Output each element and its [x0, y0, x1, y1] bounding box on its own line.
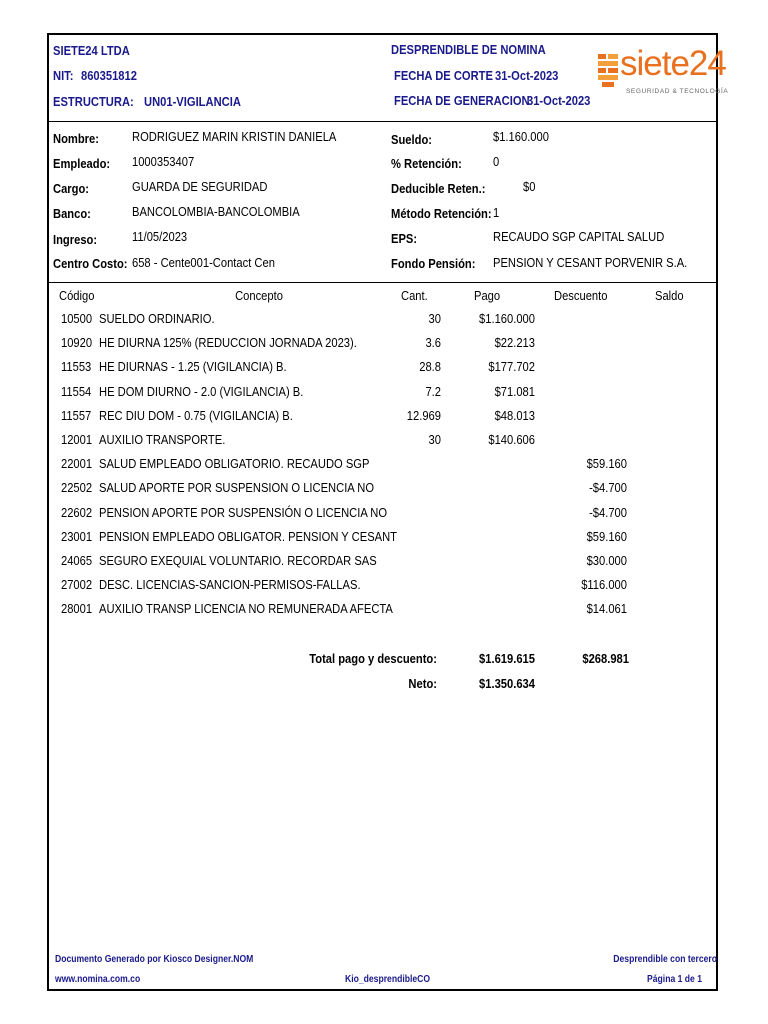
- structure-label: ESTRUCTURA:: [53, 94, 134, 109]
- line-payment: $48.013: [494, 407, 535, 423]
- line-discount: $59.160: [586, 456, 627, 472]
- column-header-balance: Saldo: [655, 288, 684, 303]
- line-code: 24065: [61, 553, 93, 568]
- employee-name: RODRIGUEZ MARIN KRISTIN DANIELA: [132, 129, 337, 144]
- nit-label: NIT:: [53, 68, 74, 83]
- line-concept: AUXILIO TRANSPORTE.: [99, 432, 226, 447]
- totals-label: Total pago y descuento:: [309, 651, 437, 666]
- line-quantity: 28.8: [419, 359, 441, 375]
- salary-label: Sueldo:: [391, 132, 432, 147]
- bank-value: BANCOLOMBIA-BANCOLOMBIA: [132, 204, 300, 219]
- line-concept: PENSION EMPLEADO OBLIGATOR. PENSION Y CESANT: [99, 528, 398, 544]
- eps-value: RECAUDO SGP CAPITAL SALUD: [493, 229, 665, 244]
- position-label: Cargo:: [53, 181, 90, 196]
- line-payment: $71.081: [494, 383, 535, 399]
- line-quantity: 12.969: [406, 407, 441, 423]
- line-discount: $14.061: [586, 601, 627, 617]
- line-concept: DESC. LICENCIAS-SANCION-PERMISOS-FALLAS.: [99, 577, 361, 593]
- column-header-discount: Descuento: [554, 288, 608, 303]
- line-concept: HE DOM DIURNO - 2.0 (VIGILANCIA) B.: [99, 383, 304, 399]
- line-concept: AUXILIO TRANSP LICENCIA NO REMUNERADA AFECTA: [99, 601, 393, 617]
- retention-value: 0: [493, 154, 500, 169]
- line-concept: SUELDO ORDINARIO.: [99, 311, 215, 326]
- stacked-bars-logo-icon: [596, 52, 620, 88]
- net-label: Neto:: [408, 676, 437, 691]
- line-discount: $30.000: [586, 553, 627, 568]
- total-discount: $268.981: [582, 651, 629, 666]
- company-name: SIETE24 LTDA: [53, 43, 130, 58]
- line-concept: HE DIURNA 125% (REDUCCION JORNADA 2023).: [99, 335, 357, 351]
- hire-date-label: Ingreso:: [53, 232, 98, 247]
- line-discount: $59.160: [586, 528, 627, 544]
- generation-date-label: FECHA DE GENERACION: [394, 93, 530, 108]
- employee-id: 1000353407: [132, 154, 195, 169]
- structure-value: UN01-VIGILANCIA: [144, 94, 241, 109]
- column-header-quantity: Cant.: [401, 288, 428, 303]
- line-code: 10500: [61, 311, 93, 326]
- net-value: $1.350.634: [479, 676, 535, 691]
- line-concept: HE DIURNAS - 1.25 (VIGILANCIA) B.: [99, 359, 287, 375]
- deductible-label: Deducible Reten.:: [391, 181, 486, 196]
- line-code: 11554: [61, 383, 92, 399]
- generation-date-value: 31-Oct-2023: [527, 93, 591, 108]
- page-number: Página 1 de 1: [647, 974, 702, 985]
- line-code: 12001: [61, 432, 93, 447]
- line-payment: $140.606: [488, 432, 535, 447]
- employee-info: [49, 121, 716, 283]
- third-party-note: Desprendible con tercero: [613, 954, 717, 965]
- template-name: Kio_desprendibleCO: [345, 974, 431, 985]
- deductible-value: $0: [523, 179, 536, 194]
- line-code: 22502: [61, 480, 93, 496]
- line-payment: $22.213: [494, 335, 535, 351]
- logo-wordmark: siete24: [620, 44, 726, 83]
- line-code: 11557: [61, 407, 92, 423]
- line-code: 22001: [61, 456, 93, 472]
- nit-value: 860351812: [81, 68, 137, 83]
- cut-date-value: 31-Oct-2023: [495, 68, 559, 83]
- eps-label: EPS:: [391, 231, 418, 246]
- line-discount: -$4.700: [589, 504, 627, 520]
- salary-value: $1.160.000: [493, 129, 549, 144]
- retention-label: % Retención:: [391, 156, 462, 171]
- column-header-payment: Pago: [474, 288, 501, 303]
- line-code: 22602: [61, 504, 93, 520]
- line-concept: SALUD EMPLEADO OBLIGATORIO. RECAUDO SGP: [99, 456, 370, 472]
- line-discount: -$4.700: [589, 480, 627, 496]
- line-code: 27002: [61, 577, 93, 593]
- line-concept: PENSION APORTE POR SUSPENSIÓN O LICENCIA NO: [99, 504, 388, 520]
- line-code: 11553: [61, 359, 92, 375]
- retention-method-label: Método Retención:: [391, 206, 492, 221]
- website-link[interactable]: www.nomina.com.co: [55, 974, 141, 985]
- hire-date-value: 11/05/2023: [132, 229, 188, 244]
- document-title: DESPRENDIBLE DE NOMINA: [391, 42, 546, 57]
- cost-center-label: Centro Costo:: [53, 256, 128, 271]
- line-concept: SEGURO EXEQUIAL VOLUNTARIO. RECORDAR SAS: [99, 553, 377, 568]
- bank-label: Banco:: [53, 206, 91, 221]
- pension-fund-value: PENSION Y CESANT PORVENIR S.A.: [493, 255, 688, 270]
- line-code: 28001: [61, 601, 93, 617]
- line-discount: $116.000: [581, 577, 627, 593]
- line-concept: SALUD APORTE POR SUSPENSION O LICENCIA NO: [99, 480, 375, 496]
- line-quantity: 30: [428, 432, 441, 447]
- position-value: GUARDA DE SEGURIDAD: [132, 179, 268, 194]
- line-quantity: 30: [428, 311, 441, 326]
- line-payment: $1.160.000: [479, 311, 535, 326]
- payslip-header: [49, 35, 729, 122]
- line-code: 23001: [61, 528, 93, 544]
- employee-id-label: Empleado:: [53, 156, 111, 171]
- name-label: Nombre:: [53, 131, 99, 146]
- line-quantity: 7.2: [425, 383, 441, 399]
- line-code: 10920: [61, 335, 93, 351]
- line-payment: $177.702: [488, 359, 535, 375]
- line-quantity: 3.6: [425, 335, 441, 351]
- line-concept: REC DIU DOM - 0.75 (VIGILANCIA) B.: [99, 407, 293, 423]
- column-header-concept: Concepto: [235, 288, 283, 303]
- retention-method-value: 1: [493, 205, 500, 220]
- column-header-code: Código: [59, 288, 95, 303]
- cut-date-label: FECHA DE CORTE: [394, 68, 493, 83]
- cost-center-value: 658 - Cente001-Contact Cen: [132, 255, 275, 270]
- generated-by-note: Documento Generado por Kiosco Designer.NOM: [55, 954, 254, 965]
- total-payment: $1.619.615: [479, 651, 535, 666]
- logo-tagline: SEGURIDAD & TECNOLOGÍA: [626, 88, 729, 95]
- payslip-page: [47, 33, 729, 991]
- company-logo: [596, 44, 729, 98]
- pension-fund-label: Fondo Pensión:: [391, 256, 476, 271]
